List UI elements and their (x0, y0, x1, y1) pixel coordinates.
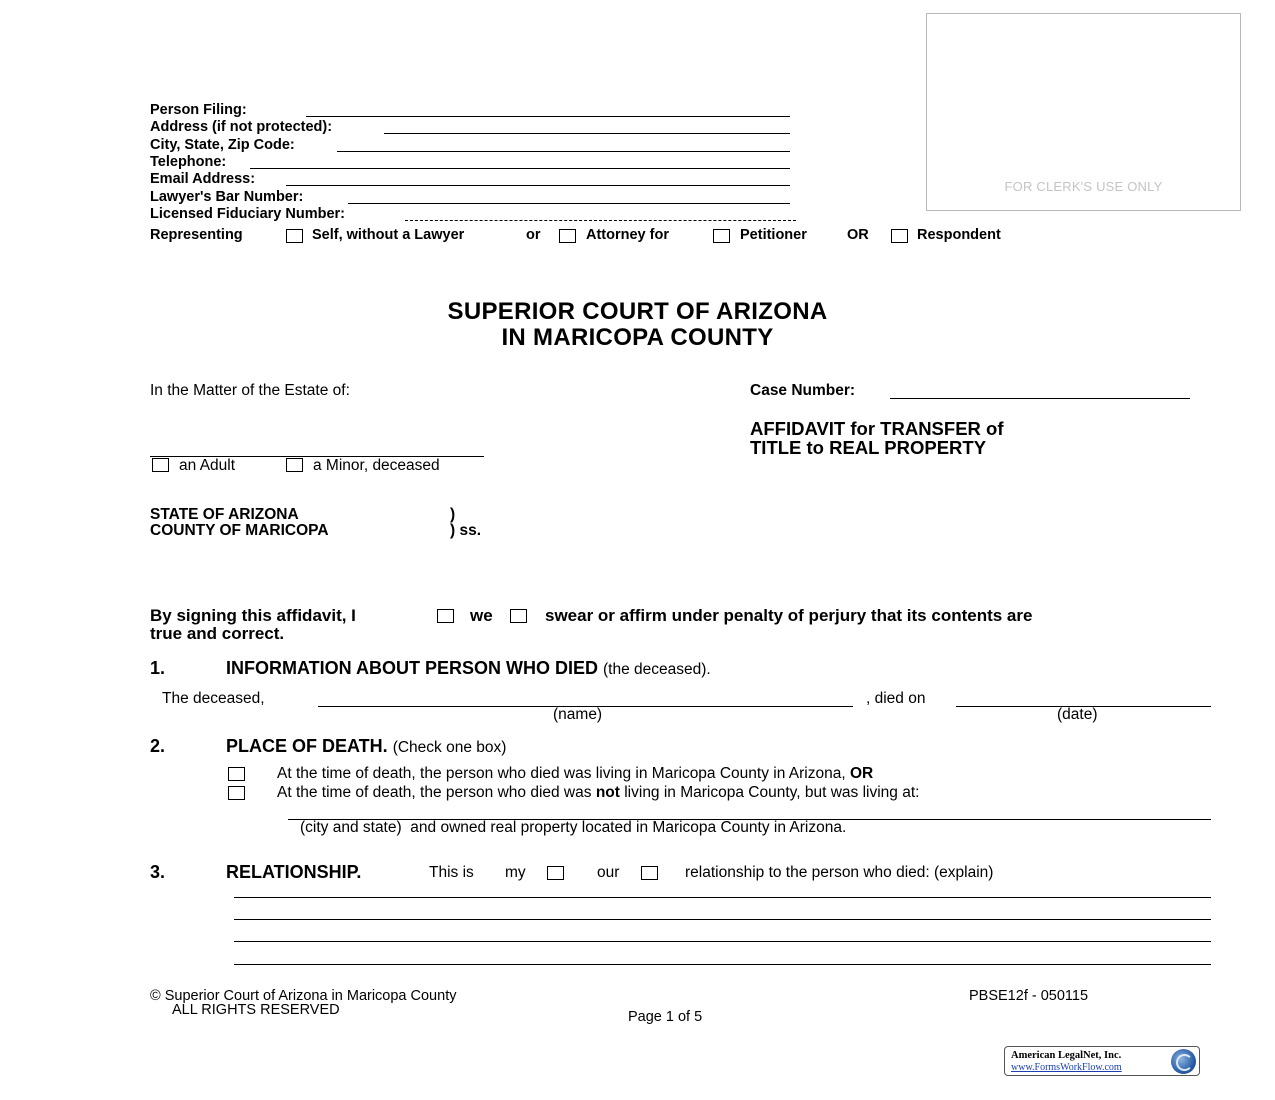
petitioner-checkbox[interactable] (713, 229, 730, 243)
city-state-line (300, 819, 846, 837)
venue-state: STATE OF ARIZONA (150, 506, 299, 523)
estate-of-label: In the Matter of the Estate of: (150, 382, 350, 399)
adult-checkbox[interactable] (152, 458, 169, 472)
section1-heading-text: INFORMATION ABOUT PERSON WHO DIED (226, 658, 598, 678)
fiduciary-number-field[interactable] (405, 206, 796, 221)
affidavit-title-line2: TITLE to REAL PROPERTY (750, 437, 987, 458)
email-label: Email Address: (150, 171, 256, 187)
option1-or: OR (849, 765, 874, 782)
case-number-field[interactable] (890, 382, 1190, 399)
representing-label: Representing (150, 227, 243, 243)
section2-heading-text: PLACE OF DEATH. (226, 736, 388, 756)
relationship-line-1[interactable] (234, 880, 1211, 898)
clerk-use-box (926, 13, 1241, 211)
rights-text: ALL RIGHTS RESERVED (172, 1002, 340, 1018)
oath-we-checkbox[interactable] (510, 609, 527, 623)
living-in-maricopa-text (277, 765, 873, 783)
respondent-label: Respondent (917, 227, 1001, 243)
petitioner-label: Petitioner (740, 227, 807, 243)
death-date-field[interactable] (956, 690, 1211, 707)
address-field[interactable] (384, 119, 790, 134)
fiduciary-number-label: Licensed Fiduciary Number: (150, 206, 345, 222)
city-caption: (city and state) (300, 819, 402, 836)
deceased-name-field[interactable] (318, 690, 853, 707)
venue-paren-1: ) (450, 506, 456, 523)
relationship-line-2[interactable] (234, 902, 1211, 920)
relationship-line-3[interactable] (234, 924, 1211, 942)
bar-number-field[interactable] (348, 189, 790, 204)
section1-heading (226, 658, 711, 679)
logo-url-link[interactable]: www.FormsWorkFlow.com (1011, 1062, 1122, 1073)
date-caption: (date) (1057, 706, 1098, 723)
my-label: my (505, 864, 526, 881)
logo-company-name: American LegalNet, Inc. (1011, 1050, 1122, 1061)
case-number-label: Case Number: (750, 382, 856, 399)
city-state-field[interactable] (288, 804, 1211, 820)
relationship-line-4[interactable] (234, 947, 1211, 965)
attorney-label: Attorney for (586, 227, 669, 243)
email-field[interactable] (286, 171, 790, 186)
section3-number: 3. (150, 862, 166, 882)
living-in-maricopa-checkbox[interactable] (228, 767, 245, 781)
our-label: our (597, 864, 620, 881)
bar-number-label: Lawyer's Bar Number: (150, 189, 304, 205)
clerk-use-label: FOR CLERK'S USE ONLY (1004, 179, 1163, 194)
page-number: Page 1 of 5 (628, 1009, 703, 1025)
our-checkbox[interactable] (641, 866, 658, 880)
venue-paren-2: ) ss. (450, 522, 482, 539)
person-filing-field[interactable] (306, 102, 790, 117)
address-label: Address (if not protected): (150, 119, 333, 135)
americanlegalnet-logo[interactable] (1004, 1046, 1200, 1076)
minor-checkbox[interactable] (286, 458, 303, 472)
venue-county: COUNTY OF MARICOPA (150, 522, 329, 539)
option2-post: living in Maricopa County, but was living at: (624, 784, 920, 801)
section3-heading: RELATIONSHIP. (226, 862, 362, 882)
attorney-checkbox[interactable] (559, 229, 576, 243)
section2-number: 2. (150, 736, 166, 756)
telephone-label: Telephone: (150, 154, 227, 170)
option2-pre: At the time of death, the person who died was (277, 784, 592, 801)
affidavit-title-line1: AFFIDAVIT for TRANSFER of (750, 418, 1004, 439)
telephone-field[interactable] (250, 154, 790, 169)
section1-heading-suffix: (the deceased). (603, 661, 711, 678)
my-checkbox[interactable] (547, 866, 564, 880)
option1-text: At the time of death, the person who died was living in Maricopa County in Arizona, (277, 765, 846, 782)
name-caption: (name) (553, 706, 603, 723)
oath-part2: swear or affirm under penalty of perjury that its contents are (545, 606, 1033, 625)
oath-i-checkbox[interactable] (437, 609, 454, 623)
died-on-label: , died on (866, 690, 926, 707)
section2-heading-suffix: (Check one box) (392, 739, 507, 756)
respondent-checkbox[interactable] (891, 229, 908, 243)
oath-we: we (470, 606, 493, 625)
self-checkbox[interactable] (286, 229, 303, 243)
court-title-line2: IN MARICOPA COUNTY (501, 324, 774, 351)
city-state-zip-label: City, State, Zip Code: (150, 137, 295, 153)
city-state-zip-field[interactable] (337, 137, 790, 152)
form-code: PBSE12f - 050115 (969, 988, 1089, 1004)
living-elsewhere-checkbox[interactable] (228, 786, 245, 800)
section2-heading (226, 736, 506, 757)
or-label-2: OR (847, 227, 869, 243)
section1-number: 1. (150, 658, 166, 678)
option2-not: not (595, 784, 620, 801)
court-title-line1: SUPERIOR COURT OF ARIZONA (447, 298, 828, 325)
oath-part1: By signing this affidavit, I (150, 606, 356, 625)
self-label: Self, without a Lawyer (312, 227, 465, 243)
globe-icon (1171, 1049, 1196, 1074)
estate-name-field[interactable] (150, 440, 484, 457)
relationship-explain-label: relationship to the person who died: (explain) (685, 864, 994, 881)
living-elsewhere-text (277, 784, 919, 802)
minor-label: a Minor, deceased (313, 457, 440, 474)
oath-line2: true and correct. (150, 624, 285, 643)
or-label: or (526, 227, 541, 243)
adult-label: an Adult (179, 457, 236, 474)
copyright-text: © Superior Court of Arizona in Maricopa County (150, 988, 457, 1004)
this-is-label: This is (429, 864, 474, 881)
city-post: and owned real property located in Maricopa County in Arizona. (410, 819, 847, 836)
person-filing-label: Person Filing: (150, 102, 247, 118)
deceased-label: The deceased, (162, 690, 265, 707)
